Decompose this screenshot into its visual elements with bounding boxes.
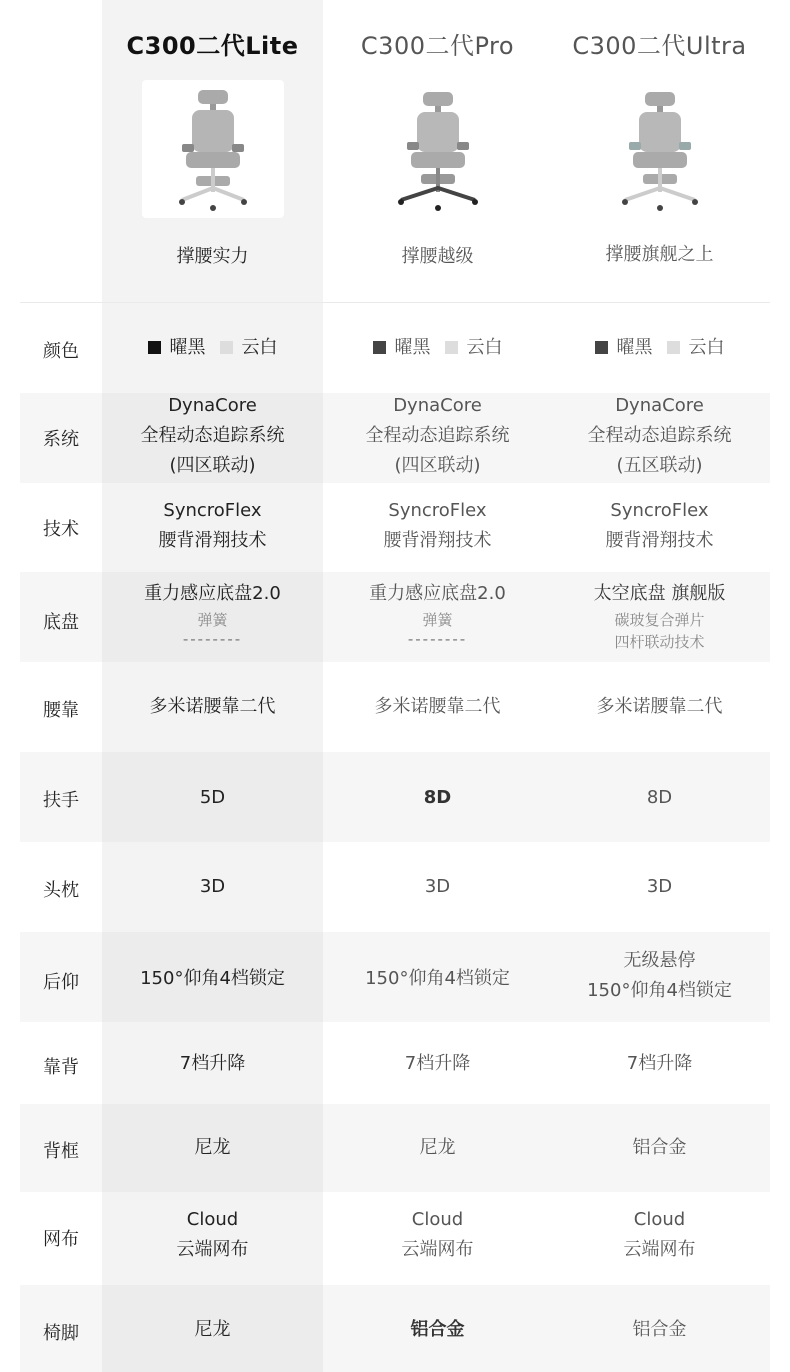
tech-ultra: SyncroFlex 腰背滑翔技术 [605, 500, 714, 551]
tagline-ultra: 撑腰旗舰之上 [605, 244, 714, 265]
tagline-pro: 撑腰越级 [401, 246, 474, 267]
lumbar-pro: 多米诺腰靠二代 [374, 696, 501, 717]
backrest-lite: 7档升降 [179, 1053, 246, 1074]
model-title-pro: C300二代Pro [360, 32, 515, 60]
color-swatch-white [220, 341, 233, 354]
system-lite: DynaCore 全程动态追踪系统 (四区联动) [140, 395, 285, 476]
row-label-system: 系统 [43, 429, 79, 450]
frame-pro: 尼龙 [419, 1137, 456, 1158]
row-label-color: 颜色 [43, 341, 79, 362]
color-swatch-white [667, 341, 680, 354]
color-options-pro: 曜黑 云白 [327, 333, 548, 363]
row-label-tech: 技术 [43, 519, 79, 540]
mesh-ultra: Cloud 云端网布 [623, 1209, 696, 1260]
tech-pro: SyncroFlex 腰背滑翔技术 [383, 500, 492, 551]
recline-ultra: 无级悬停 150°仰角4档锁定 [587, 950, 732, 1001]
backrest-pro: 7档升降 [404, 1053, 471, 1074]
recline-pro: 150°仰角4档锁定 [365, 968, 510, 989]
lumbar-ultra: 多米诺腰靠二代 [596, 696, 723, 717]
base-lite: 尼龙 [194, 1319, 231, 1340]
row-label-lumbar: 腰靠 [43, 700, 79, 721]
row-label-armrest: 扶手 [43, 790, 79, 811]
backrest-ultra: 7档升降 [626, 1053, 693, 1074]
table-divider [20, 302, 770, 303]
armrest-lite: 5D [199, 787, 226, 808]
headrest-pro: 3D [424, 876, 451, 897]
system-ultra: DynaCore 全程动态追踪系统 (五区联动) [587, 395, 732, 476]
armrest-ultra: 8D [646, 787, 673, 808]
row-label-frame: 背框 [43, 1141, 79, 1162]
tagline-lite: 撑腰实力 [176, 246, 249, 267]
chassis-lite: 重力感应底盘2.0 弹簧 -------- [144, 583, 281, 648]
chair-image-pro [367, 80, 509, 218]
headrest-lite: 3D [199, 876, 226, 897]
row-label-backrest: 靠背 [43, 1057, 79, 1078]
color-options-ultra: 曜黑 云白 [549, 333, 770, 363]
mesh-pro: Cloud 云端网布 [401, 1209, 474, 1260]
lumbar-lite: 多米诺腰靠二代 [149, 696, 276, 717]
chassis-ultra: 太空底盘 旗舰版 碳玻复合弹片 四杆联动技术 [593, 583, 726, 651]
office-chair-icon [589, 80, 731, 218]
row-label-base: 椅脚 [43, 1323, 79, 1344]
office-chair-icon [367, 80, 509, 218]
recline-lite: 150°仰角4档锁定 [140, 968, 285, 989]
system-pro: DynaCore 全程动态追踪系统 (四区联动) [365, 395, 510, 476]
row-label-headrest: 头枕 [43, 880, 79, 901]
base-pro: 铝合金 [410, 1319, 465, 1340]
color-swatch-black [148, 341, 161, 354]
armrest-pro: 8D [423, 787, 452, 808]
chair-image-ultra [589, 80, 731, 218]
office-chair-icon [142, 80, 284, 218]
model-title-ultra: C300二代Ultra [572, 32, 747, 60]
chassis-pro: 重力感应底盘2.0 弹簧 -------- [369, 583, 506, 648]
frame-lite: 尼龙 [194, 1137, 231, 1158]
color-options-lite: 曜黑 云白 [102, 333, 323, 363]
mesh-lite: Cloud 云端网布 [176, 1209, 249, 1260]
headrest-ultra: 3D [646, 876, 673, 897]
color-swatch-black [595, 341, 608, 354]
color-swatch-black [373, 341, 386, 354]
frame-ultra: 铝合金 [632, 1137, 687, 1158]
tech-lite: SyncroFlex 腰背滑翔技术 [158, 500, 267, 551]
row-label-recline: 后仰 [43, 972, 79, 993]
base-ultra: 铝合金 [632, 1319, 687, 1340]
row-label-mesh: 网布 [43, 1229, 79, 1250]
model-title-lite: C300二代Lite [126, 32, 299, 60]
chair-image-lite [142, 80, 284, 218]
color-swatch-white [445, 341, 458, 354]
row-label-chassis: 底盘 [43, 612, 79, 633]
